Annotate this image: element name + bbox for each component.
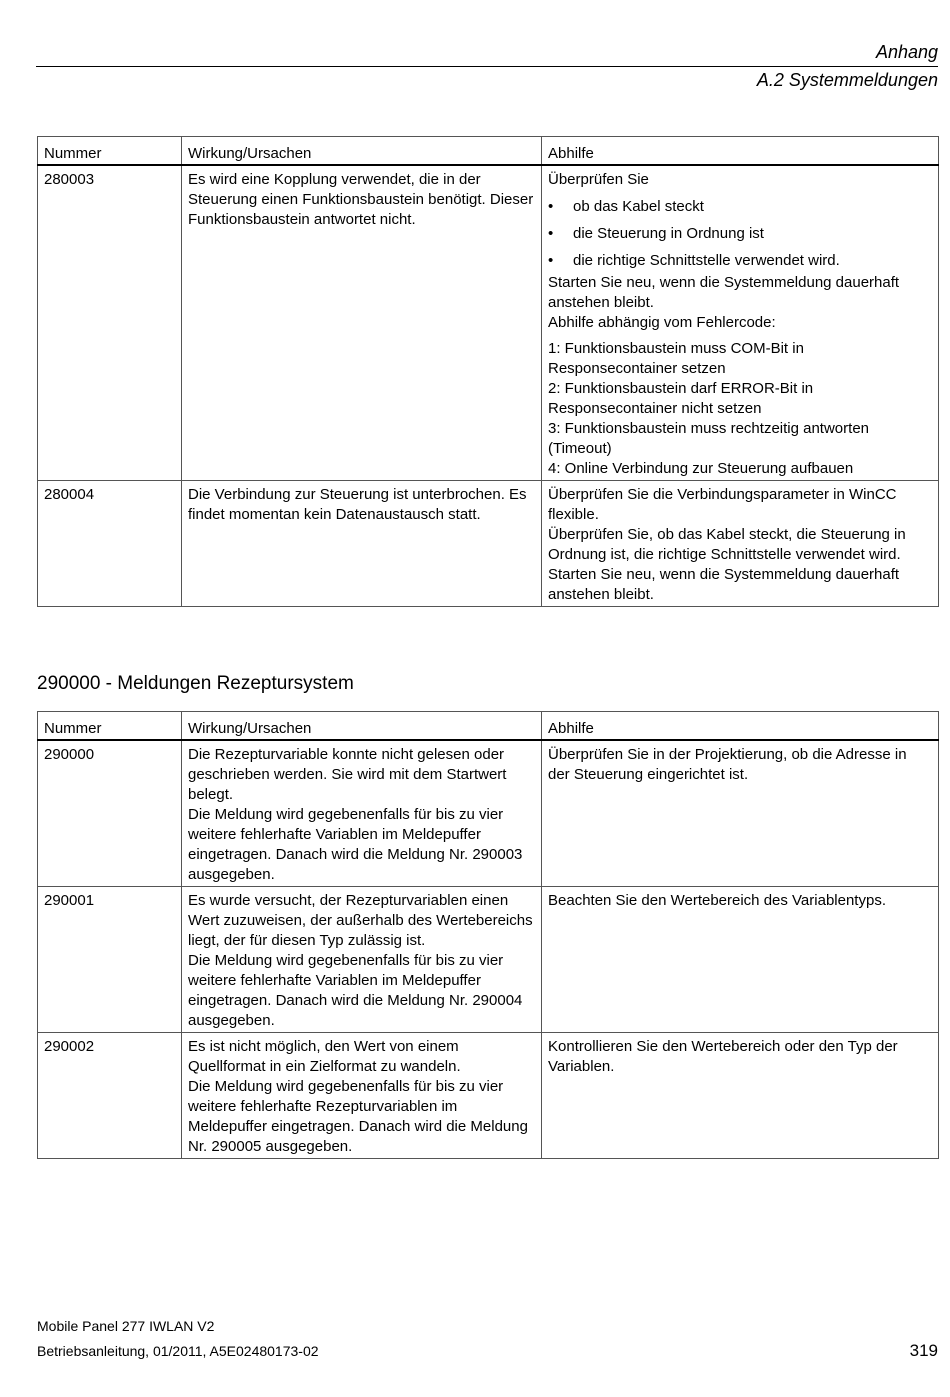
list-item: • die richtige Schnittstelle verwendet wird. xyxy=(548,251,932,271)
cell-text: Die Meldung wird gegebenenfalls für bis zu vier weitere fehlerhafte Variablen im Meldepuffer eingetragen. Danach wird die Meldung Nr. 290004 ausgegeben. xyxy=(188,952,523,1029)
column-header-nummer: Nummer xyxy=(38,712,182,741)
table-row xyxy=(38,165,939,481)
table-row xyxy=(38,740,939,887)
table-header-row xyxy=(38,137,939,166)
error-code: 3: Funktionsbaustein muss rechtzeitig antworten (Timeout) xyxy=(548,420,869,457)
column-header-abhilfe: Abhilfe xyxy=(542,712,939,741)
cell-text: Die Meldung wird gegebenenfalls für bis zu vier weitere fehlerhafte Variablen im Meldepuffer eingetragen. Danach wird die Meldung Nr. 290003 ausgegeben. xyxy=(188,806,523,883)
column-header-wirkung: Wirkung/Ursachen xyxy=(182,712,542,741)
cell-text: Die Rezepturvariable konnte nicht gelesen oder geschrieben werden. Sie wird mit dem Startwert belegt. xyxy=(188,746,507,803)
header-rule xyxy=(36,66,938,67)
cell-nummer: 280004 xyxy=(38,481,182,607)
cell-text: Starten Sie neu, wenn die Systemmeldung dauerhaft anstehen bleibt. xyxy=(548,566,900,603)
cell-text: Abhilfe abhängig vom Fehlercode: xyxy=(548,314,776,331)
message-table-280000 xyxy=(37,136,939,607)
message-table-290000 xyxy=(37,711,939,1159)
cell-abhilfe xyxy=(542,481,939,607)
error-code: 1: Funktionsbaustein muss COM-Bit in Responsecontainer setzen xyxy=(548,340,804,377)
table-row xyxy=(38,887,939,1033)
page-number: 319 xyxy=(909,1341,938,1360)
cell-abhilfe xyxy=(542,165,939,481)
cell-text: Überprüfen Sie xyxy=(548,171,649,188)
cell-text: Es wird eine Kopplung verwendet, die in der Steuerung einen Funktionsbaustein benötigt. Dieser Funktionsbaustein antwortet nicht. xyxy=(188,171,534,228)
table-row xyxy=(38,481,939,607)
bullet-list xyxy=(548,197,932,271)
list-item: • ob das Kabel steckt xyxy=(548,197,932,217)
footer-doc-info: Betriebsanleitung, 01/2011, A5E02480173-02 xyxy=(37,1343,319,1359)
cell-text: Beachten Sie den Wertebereich des Variablentyps. xyxy=(548,892,886,909)
cell-wirkung xyxy=(182,1033,542,1159)
error-code: 2: Funktionsbaustein darf ERROR-Bit in Responsecontainer nicht setzen xyxy=(548,380,814,417)
column-header-wirkung: Wirkung/Ursachen xyxy=(182,137,542,166)
header-chapter: Anhang xyxy=(875,42,938,62)
cell-wirkung xyxy=(182,887,542,1033)
cell-abhilfe xyxy=(542,887,939,1033)
header-section: A.2 Systemmeldungen xyxy=(756,70,938,90)
cell-nummer: 280003 xyxy=(38,165,182,481)
cell-wirkung xyxy=(182,165,542,481)
cell-text: Starten Sie neu, wenn die Systemmeldung dauerhaft anstehen bleibt. xyxy=(548,274,900,311)
column-header-nummer: Nummer xyxy=(38,137,182,166)
cell-text: Kontrollieren Sie den Wertebereich oder den Typ der Variablen. xyxy=(548,1038,898,1075)
cell-text: Überprüfen Sie die Verbindungsparameter in WinCC flexible. xyxy=(548,486,897,523)
footer-product: Mobile Panel 277 IWLAN V2 xyxy=(37,1318,215,1334)
cell-text: Die Verbindung zur Steuerung ist unterbrochen. Es findet momentan kein Datenaustausch statt. xyxy=(188,486,527,523)
cell-abhilfe xyxy=(542,740,939,887)
cell-text: Es wurde versucht, der Rezepturvariablen einen Wert zuzuweisen, der außerhalb des Wertebereichs liegt, der für diesen Typ zulässig ist. xyxy=(188,892,533,949)
cell-text: Es ist nicht möglich, den Wert von einem Quellformat in ein Zielformat zu wandeln. xyxy=(188,1038,461,1075)
section-title: 290000 - Meldungen Rezeptursystem xyxy=(37,673,354,694)
cell-abhilfe xyxy=(542,1033,939,1159)
cell-text: Überprüfen Sie in der Projektierung, ob die Adresse in der Steuerung eingerichtet ist. xyxy=(548,746,907,783)
error-code: 4: Online Verbindung zur Steuerung aufbauen xyxy=(548,460,854,477)
cell-nummer: 290001 xyxy=(38,887,182,1033)
cell-nummer: 290000 xyxy=(38,740,182,887)
table-header-row xyxy=(38,712,939,741)
table-row xyxy=(38,1033,939,1159)
cell-wirkung xyxy=(182,481,542,607)
cell-text: Überprüfen Sie, ob das Kabel steckt, die Steuerung in Ordnung ist, die richtige Schnittstelle verwendet wird. xyxy=(548,526,906,563)
list-item: • die Steuerung in Ordnung ist xyxy=(548,224,932,244)
cell-text: Die Meldung wird gegebenenfalls für bis zu vier weitere fehlerhafte Rezepturvariablen im Meldepuffer eingetragen. Danach wird die Meldung Nr. 290005 ausgegeben. xyxy=(188,1078,528,1155)
cell-wirkung xyxy=(182,740,542,887)
cell-nummer: 290002 xyxy=(38,1033,182,1159)
column-header-abhilfe: Abhilfe xyxy=(542,137,939,166)
